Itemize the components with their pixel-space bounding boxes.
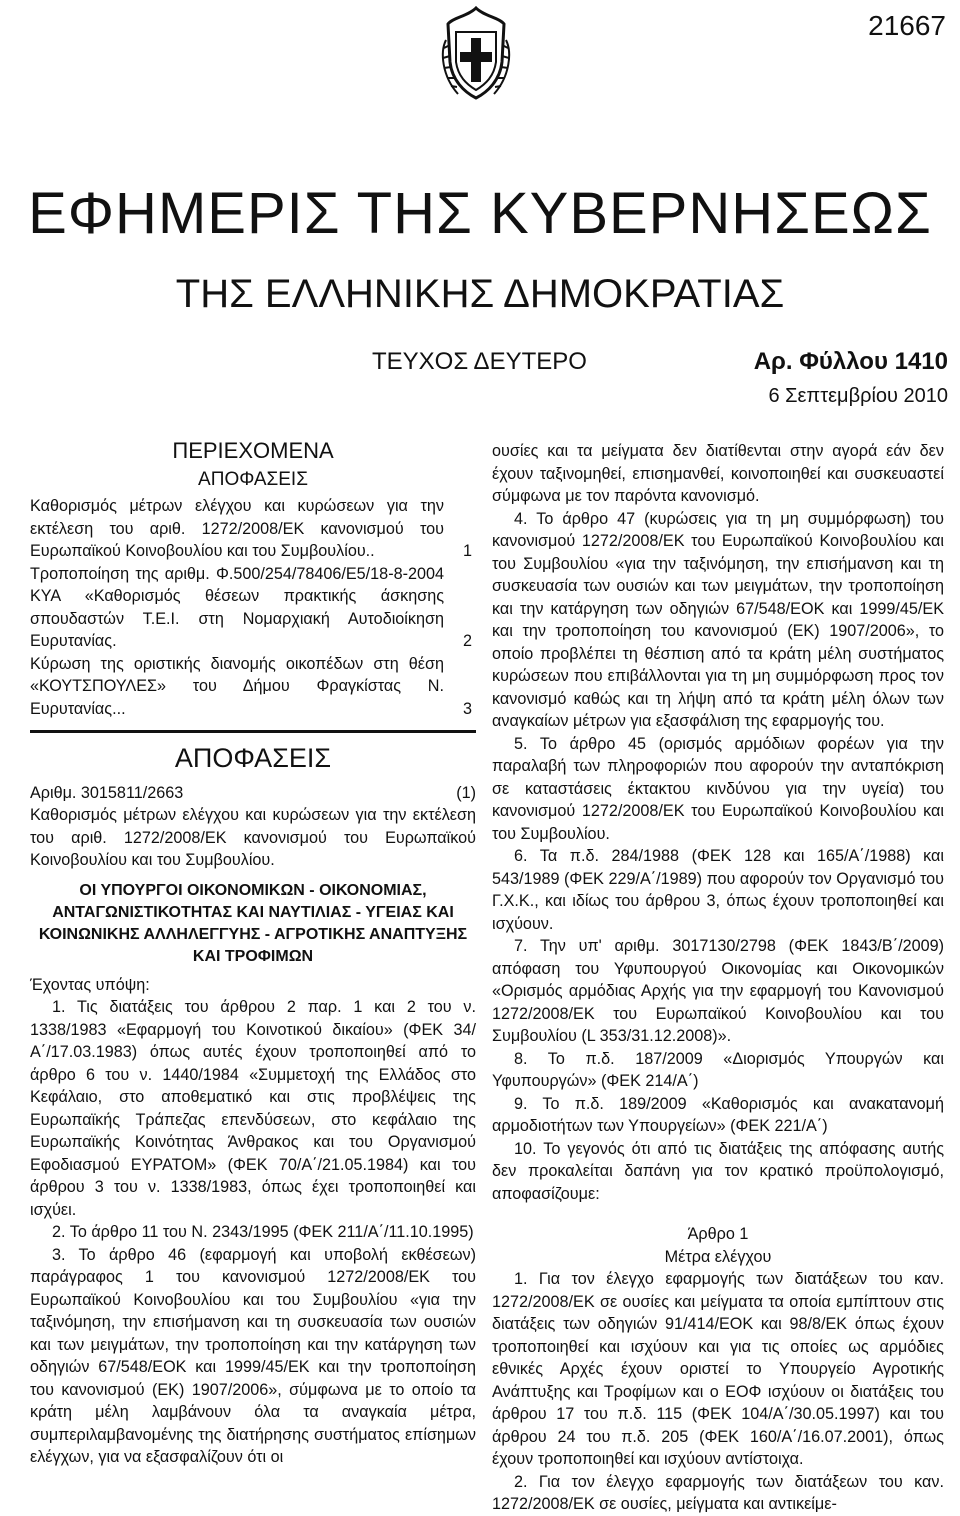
article-heading: Άρθρο 1 (687, 1225, 749, 1243)
recital-paragraph: ουσίες και τα μείγματα δεν διατίθενται στην αγορά εάν δεν έχουν ταξινομηθεί, επισημανθεί, κοινοποιηθεί και συσκευαστεί σύμφωνα με τον παρόντα κανονισμό. (492, 442, 944, 505)
issue-date: 6 Σεπτεμβρίου 2010 (768, 385, 948, 407)
recital-paragraph: 1. Τις διατάξεις του άρθρου 2 παρ. 1 και 2 του ν. 1338/1983 «Εφαρμογή του Κοινοτικού δικαίου» (ΦΕΚ 34/Α΄/17.03.1983) όπως αυτές έχουν τροποποιηθεί από το άρθρο 6 του ν. 1440/1984 «Συμμετοχή της Ελλάδος στο Κεφάλαιο, στο αποθεματικό και στις προβλέψεις της Ευρωπαϊκής Τράπεζας επενδύσεων, στο κεφάλαιο της Ευρωπαϊκής Κοινότητας Άνθρακος και του Οργανισμού Εφοδιασμού ΕΥΡΑΤΟΜ» (ΦΕΚ 70/Α΄/21.05.1984) και του άρθρου 3 του ν. 1338/1983, όπως έχει τροποποιηθεί και ισχύει. (30, 998, 476, 1219)
toc-entry-text: Κύρωση της οριστικής διανομής οικοπέδων στη θέση «ΚΟΥΤΣΠΟΥΛΕΣ» του Δήμου Φραγκίστας Ν. Ευρυτανίας... (30, 654, 444, 718)
decisions-heading: ΑΠΟΦΑΣΕΙΣ (174, 743, 332, 773)
article-paragraph: 2. Για τον έλεγχο εφαρμογής των διατάξεων του καν. 1272/2008/ΕΚ σε ουσίες, μείγματα και αντικείμε- (492, 1472, 944, 1513)
decision-number: Αριθμ. 3015811/2663 (30, 783, 184, 802)
decision-title: Καθορισμός μέτρων ελέγχου και κυρώσεων για την εκτέλεση του αριθ. 1272/2008/ΕΚ κανονισμού του Ευρωπαϊκού Κοινοβουλίου και του Συμβουλίου. (30, 806, 476, 869)
recital-paragraph: 2. Το άρθρο 11 του Ν. 2343/1995 (ΦΕΚ 211/Α΄/11.10.1995) (52, 1223, 474, 1241)
recital-paragraph: 8. Το π.δ. 187/2009 «Διορισμός Υπουργών και Υφυπουργών» (ΦΕΚ 214/Α΄) (492, 1049, 944, 1090)
right-column (492, 440, 944, 1516)
article-paragraph: 1. Για τον έλεγχο εφαρμογής των διατάξεων του καν. 1272/2008/ΕΚ σε ουσίες και μείγματα τα οποία εμπίπτουν στις διατάξεις των οδηγιών 91/414/ΕΟΚ και 98/8/ΕΚ όπως έχουν τροποποιηθεί και ισχύουν και για τις οποίες ως αρμόδιες εθνικές Αρχές έχουν οριστεί το Υπουργείο Αγροτικής Ανάπτυξης και Τροφίμων και ο ΕΟΦ ισχύουν οι διατάξεις του άρθρου 17 του π.δ. 115 (ΦΕΚ 104/Α΄/30.05.1997) και του άρθρου 24 του π.δ. 205 (ΦΕΚ 160/Α΄/16.07.2001), όπως έχουν τροποποιηθεί και ισχύουν αντίστοιχα. (492, 1270, 944, 1468)
issue-label: ΤΕΥΧΟΣ ΔΕΥΤΕΡΟ (372, 348, 587, 375)
sheet-number: Αρ. Φύλλου 1410 (753, 348, 948, 375)
toc-entry-page: 3 (462, 699, 472, 718)
section-divider (30, 730, 476, 733)
article-title: Μέτρα ελέγχου (664, 1247, 772, 1266)
greek-coat-of-arms-icon (438, 2, 514, 102)
toc-title: ΠΕΡΙΕΧΟΜΕΝΑ (172, 438, 334, 463)
recital-paragraph: 10. Το γεγονός ότι από τις διατάξεις της απόφασης αυτής δεν προκαλείται δαπάνη για τον κρατικό προϋπολογισμό, αποφασίζουμε: (492, 1139, 944, 1203)
toc-entry-text: Καθορισμός μέτρων ελέγχου και κυρώσεων για την εκτέλεση του αριθ. 1272/2008/ΕΚ κανονισμού του Ευρωπαϊκού Κοινοβουλίου και του Συμβουλίου.. (30, 497, 444, 560)
toc-entry[interactable] (30, 563, 476, 653)
toc-section: ΑΠΟΦΑΣΕΙΣ (198, 468, 308, 490)
page-number: 21667 (868, 10, 946, 41)
recital-paragraph: 3. Το άρθρο 46 (εφαρμογή και υποβολή εκθέσεων) παράγραφος 1 του κανονισμού 1272/2008/ΕΚ του Ευρωπαϊκού Κοινοβουλίου και του Συμβουλίου «για την ταξινόμηση, την επισήμανση και τη συσκευασία των ουσιών και των μειγμάτων, την τροποποίηση και την κατάργηση των οδηγιών 67/548/ΕΟΚ και 1999/45/ΕΚ και την τροποποίηση του κανονισμού (ΕΚ) 1907/2006», σύμφωνα με το οποίο τα κράτη μέλη λαμβάνουν όλα τα αναγκαία μέτρα, συμπεριλαμβανομένης της διατήρησης συστήματος επίσημων ελέγχων, για να εξασφαλίζουν ότι οι (30, 1245, 476, 1466)
recital-paragraph: 9. Το π.δ. 189/2009 «Καθορισμός και ανακατανομή αρμοδιοτήτων των Υπουργείων» (ΦΕΚ 221/Α΄) (492, 1094, 944, 1135)
toc-entry[interactable] (30, 495, 476, 563)
recital-paragraph: 7. Την υπ' αριθμ. 3017130/2798 (ΦΕΚ 1843/Β΄/2009) απόφαση του Υφυπουργού Οικονομίας και Οικονομικών «Ορισμός αρμόδιας Αρχής για την εφαρμογή του Κανονισμού 1272/2008/ΕΚ του Ευρωπαϊκού Κοινοβουλίου και του Συμβουλίου (L 353/31.12.2008)». (492, 937, 944, 1045)
toc-entry-page: 1 (462, 542, 472, 560)
toc-entry-page: 2 (462, 632, 472, 650)
having-regard: Έχοντας υπόψη: (30, 975, 150, 994)
ministers-heading: ΟΙ ΥΠΟΥΡΓΟΙ ΟΙΚΟΝΟΜΙΚΩΝ - ΟΙΚΟΝΟΜΙΑΣ, ΑΝΤΑΓΩΝΙΣΤΙΚΟΤΗΤΑΣ ΚΑΙ ΝΑΥΤΙΛΙΑΣ - ΥΓΕΙΑΣ ΚΑΙ ΚΟΙΝΩΝΙΚΗΣ ΑΛΛΗΛΕΓΓΥΗΣ - ΑΓΡΟΤΙΚΗΣ ΑΝΑΠΤΥΞΗΣ ΚΑΙ ΤΡΟΦΙΜΩΝ (38, 881, 468, 965)
decision-number-row (30, 782, 476, 805)
recital-paragraph: 6. Τα π.δ. 284/1988 (ΦΕΚ 128 και 165/Α΄/1988) και 543/1989 (ΦΕΚ 229/Α΄/1989) που αφορούν τον Οργανισμό του Γ.Χ.Κ., και ιδίως του άρθρου 3, όπως έχουν τροποποιηθεί και ισχύουν. (492, 847, 944, 933)
decision-ref: (1) (456, 783, 476, 802)
toc-entry-text: Τροποποίηση της αριθμ. Φ.500/254/78406/Ε5/18-8-2004 ΚΥΑ «Καθορισμός θέσεων πρακτικής άσκησης σπουδαστών Τ.Ε.Ι. στη Νομαρχιακή Αυτοδιοίκηση Ευρυτανίας. (30, 564, 444, 650)
left-column (30, 440, 476, 1469)
toc-entry[interactable] (30, 653, 476, 721)
gazette-subtitle: ΤΗΣ ΕΛΛΗΝΙΚΗΣ ΔΗΜΟΚΡΑΤΙΑΣ (175, 272, 785, 316)
recital-paragraph: 4. Το άρθρο 47 (κυρώσεις για τη μη συμμόρφωση) του κανονισμού 1272/2008/ΕΚ του Ευρωπαϊκού Κοινοβουλίου και του Συμβουλίου «για την ταξινόμηση, την επισήμανση και τη συσκευασία των ουσιών και των μειγμάτων, την τροποποίηση και την κατάργηση των οδηγιών 67/548/ΕΟΚ και 1999/45/ΕΚ και την τροποποίηση του κανονισμού (ΕΚ) 1907/2006», το οποίο προβλέπει τη θέσπιση από τα κράτη μέλη συστήματος κυρώσεων που επιβάλλονται για τη μη συμμόρφωση προς τον κανονισμό καθώς και τη λήψη από τα κράτη μέλη όλων των αναγκαίων μέτρων για εξασφάλιση της εφαρμογής του. (492, 509, 944, 730)
gazette-title: ΕΦΗΜΕΡΙΣ ΤΗΣ ΚΥΒΕΡΝΗΣΕΩΣ (28, 181, 932, 246)
recital-paragraph: 5. Το άρθρο 45 (ορισμός αρμόδιων φορέων για την παραλαβή των πληροφοριών που αφορούν την ανταπόκριση σε καταστάσεις έκτακτου κινδύνου για την υγεία) του κανονισμού 1272/2008/ΕΚ του Ευρωπαϊκού Κοινοβουλίου και του Συμβουλίου. (492, 734, 944, 843)
